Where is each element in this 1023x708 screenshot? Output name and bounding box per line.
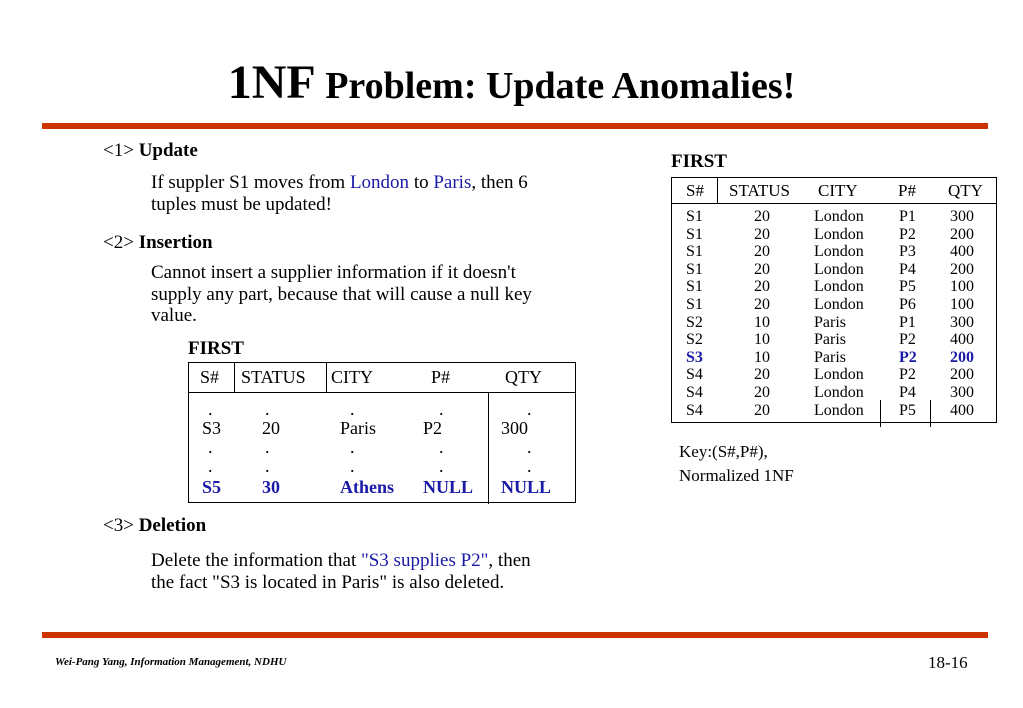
- big-table-cell: 10: [754, 331, 770, 349]
- big-table-col-divider: [930, 400, 931, 427]
- small-table-cell: .: [439, 437, 444, 457]
- big-table-header-cell: STATUS: [729, 181, 790, 200]
- section-update-heading: [103, 140, 198, 162]
- section-deletion-heading: <3> Deletion: [103, 515, 207, 536]
- small-table-header-cell: STATUS: [241, 367, 306, 387]
- small-table-cell: S3: [202, 418, 222, 438]
- big-table-cell: 10: [754, 313, 770, 331]
- big-table-cell: P4: [899, 384, 916, 401]
- key-note-line2: Normalized 1NF: [679, 466, 794, 485]
- small-table-cell: .: [439, 456, 444, 476]
- big-table-cell: London: [814, 384, 864, 401]
- small-table-cell: P2: [423, 418, 443, 438]
- insertion-text-line3: value.: [151, 305, 197, 326]
- big-table-cell: Paris: [814, 348, 846, 366]
- big-table-cell: London: [814, 366, 864, 384]
- big-table-cell: 100: [950, 296, 974, 313]
- big-table-cell: 300: [950, 313, 974, 331]
- big-table-cell: S2: [686, 331, 703, 349]
- big-table-cell: P2: [899, 225, 916, 243]
- title-rest: Problem: Update Anomalies!: [315, 65, 796, 107]
- title-1nf: 1NF: [227, 56, 316, 109]
- big-table-cell: London: [814, 208, 864, 225]
- slide-title: [0, 55, 1023, 110]
- big-table-cell: P1: [899, 313, 916, 331]
- section-head: Update: [138, 140, 198, 161]
- big-table-cell: P1: [899, 208, 916, 225]
- big-table-cell: London: [814, 296, 864, 313]
- big-table-header-cell: CITY: [818, 181, 858, 200]
- big-table-col-divider: [880, 400, 881, 427]
- big-table-cell: 20: [754, 243, 770, 261]
- big-table-cell: 20: [754, 401, 770, 419]
- small-table-col-divider: [234, 363, 235, 392]
- big-table-cell: 200: [950, 348, 974, 366]
- big-table-cell: S4: [686, 366, 703, 384]
- big-table-cell: London: [814, 401, 864, 419]
- big-table-cell: S4: [686, 401, 703, 419]
- key-note-line1: Key:(S#,P#),: [679, 442, 768, 461]
- big-table-cell: 100: [950, 278, 974, 296]
- small-table-cell: 30: [262, 477, 280, 497]
- footer-page-number: 18-16: [928, 653, 968, 672]
- big-table-cell: S4: [686, 384, 703, 401]
- big-table-header-cell: S#: [686, 181, 704, 200]
- big-table-cell: 10: [754, 348, 770, 366]
- big-table-cell: London: [814, 243, 864, 261]
- big-table-cell: S1: [686, 243, 703, 261]
- big-table-cell: S1: [686, 296, 703, 313]
- big-table-header-cell: P#: [898, 181, 916, 200]
- small-table-cell: .: [527, 399, 532, 419]
- small-table-cell: 300: [501, 418, 528, 438]
- small-table-cell: .: [439, 399, 444, 419]
- big-table-cell: 20: [754, 208, 770, 225]
- big-table-cell: London: [814, 260, 864, 278]
- footer-author: Wei-Pang Yang, Information Management, NDHU: [55, 656, 287, 668]
- deletion-text-line1: Delete the information that "S3 supplies P2", then: [151, 550, 531, 571]
- big-table-cell: London: [814, 225, 864, 243]
- big-table-cell: S1: [686, 260, 703, 278]
- big-table-label: FIRST: [671, 151, 727, 172]
- big-table-cell: 200: [950, 260, 974, 278]
- big-table-cell: London: [814, 278, 864, 296]
- big-table-cell: S2: [686, 313, 703, 331]
- small-table-cell: .: [350, 399, 355, 419]
- big-table-cell: 20: [754, 260, 770, 278]
- small-table-label: FIRST: [188, 338, 244, 359]
- small-table-col-divider: [326, 363, 327, 392]
- small-table-cell: NULL: [501, 477, 552, 497]
- big-table-cell: P6: [899, 296, 916, 313]
- small-table-cell: 20: [262, 418, 280, 438]
- big-table-cell: 20: [754, 296, 770, 313]
- big-table-cell: S1: [686, 278, 703, 296]
- update-text-line1: If suppler S1 moves from London to Paris, then 6: [151, 172, 528, 193]
- big-table-cell: S1: [686, 208, 703, 225]
- deletion-text-line2: the fact "S3 is located in Paris" is also deleted.: [151, 572, 505, 593]
- small-table-cell: .: [208, 437, 213, 457]
- section-number: <1>: [103, 140, 134, 161]
- big-table-cell: P4: [899, 260, 916, 278]
- big-table-cell: 400: [950, 401, 974, 419]
- small-table-cell: Athens: [340, 477, 395, 497]
- small-table-header-divider: [188, 392, 576, 393]
- small-table-cell: NULL: [423, 477, 474, 497]
- big-table-col-divider: [717, 178, 718, 203]
- small-table-cell: .: [527, 437, 532, 457]
- small-table-header-cell: QTY: [505, 367, 542, 387]
- section-insertion-heading: <2> Insertion: [103, 232, 213, 253]
- small-table-header-cell: P#: [431, 367, 451, 387]
- big-table-cell: P5: [899, 401, 916, 419]
- big-table-cell: 20: [754, 278, 770, 296]
- small-table-cell: .: [265, 456, 270, 476]
- bottom-rule: [42, 632, 988, 638]
- big-table-cell: 300: [950, 208, 974, 225]
- big-table-cell: P3: [899, 243, 916, 261]
- update-text-line2: tuples must be updated!: [151, 194, 332, 215]
- big-table-cell: 20: [754, 225, 770, 243]
- big-table-cell: P2: [899, 331, 916, 349]
- insertion-text-line1: Cannot insert a supplier information if it doesn't: [151, 262, 516, 283]
- small-table-cell: .: [350, 456, 355, 476]
- big-table-cell: S3: [686, 348, 703, 366]
- big-table-cell: 300: [950, 384, 974, 401]
- big-table-cell: P2: [899, 366, 916, 384]
- small-table-cell: S5: [202, 477, 222, 497]
- small-table-cell: .: [350, 437, 355, 457]
- small-table-cell: .: [208, 399, 213, 419]
- big-table-header-divider: [671, 203, 997, 204]
- big-table-cell: 20: [754, 366, 770, 384]
- small-table-cell: .: [265, 399, 270, 419]
- top-rule: [42, 123, 988, 129]
- big-table-cell: P2: [899, 348, 917, 366]
- small-table-cell: Paris: [340, 418, 376, 438]
- big-table-header-cell: QTY: [948, 181, 983, 200]
- small-table-col-divider: [488, 392, 489, 504]
- small-table-cell: .: [208, 456, 213, 476]
- big-table-cell: 400: [950, 331, 974, 349]
- small-table-header-cell: S#: [200, 367, 220, 387]
- small-table-header-cell: CITY: [331, 367, 373, 387]
- small-table-cell: .: [265, 437, 270, 457]
- big-table-cell: 200: [950, 366, 974, 384]
- big-table-cell: 20: [754, 384, 770, 401]
- big-table-cell: P5: [899, 278, 916, 296]
- big-table-cell: Paris: [814, 331, 846, 349]
- insertion-text-line2: supply any part, because that will cause a null key: [151, 284, 532, 305]
- big-table-cell: 200: [950, 225, 974, 243]
- small-table-cell: .: [527, 456, 532, 476]
- big-table-cell: Paris: [814, 313, 846, 331]
- big-table-cell: S1: [686, 225, 703, 243]
- big-table-cell: 400: [950, 243, 974, 261]
